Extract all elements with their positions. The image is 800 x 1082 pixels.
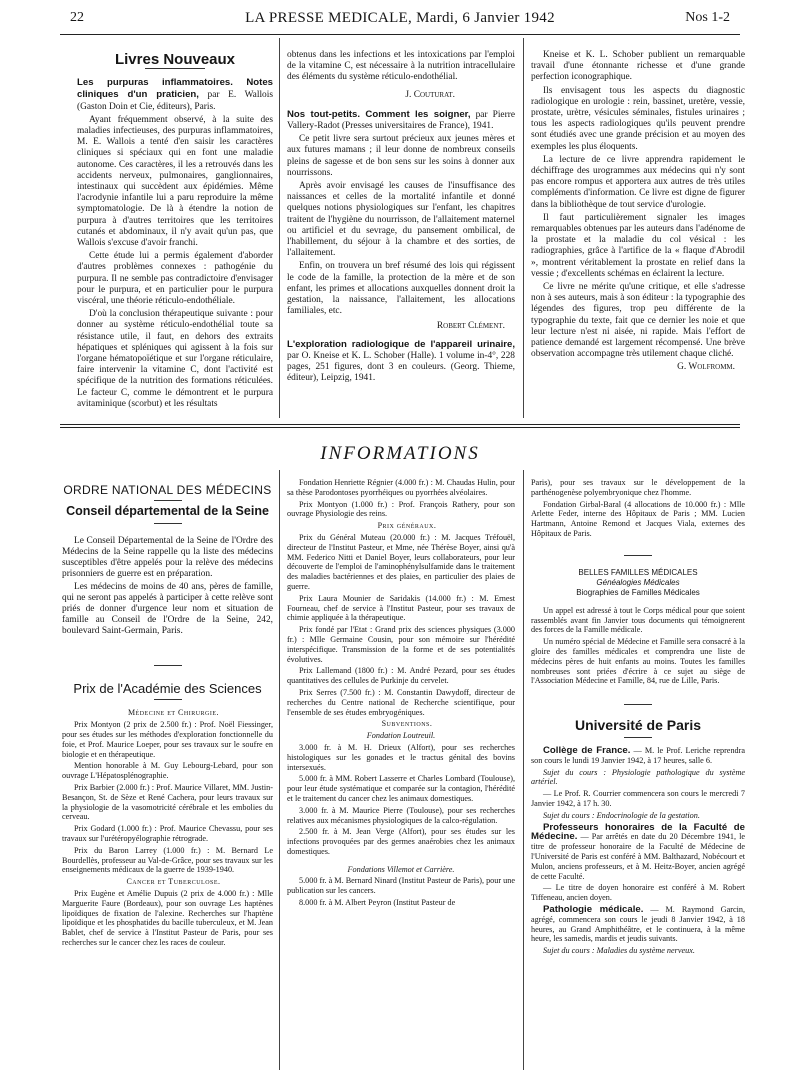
subsection-subventions: Subventions.	[381, 719, 433, 729]
u-p2: Sujet du cours : Physiologie pathologique du système artériel.	[531, 767, 745, 787]
book-1-p4: obtenus dans les infections et les intoxications par l'emploi de la vitamine C, est nécessaire à la nutrition intracellulaire des éléments du système réticulo-endothélial.	[287, 50, 515, 83]
subsection-prix-generaux: Prix généraux.	[377, 521, 437, 531]
book-2-p3: Enfin, on trouvera un bref résumé des lois qui régissent le code de la famille, la protection de la mère et de son enfant, les primes et allocations auxquelles donnent droit la gestation, la naissance, l'allaitement, les allocations familiales, etc.	[287, 261, 515, 317]
book-1-p2: Cette étude lui a permis également d'aborder d'autres problèmes connexes : pathogénie du purpura. Il ne semble pas contradictoire d'envisager pour le purpura, et en particulier pour le purpura viscéral, une théorie réticulo-endothéliale.	[77, 251, 273, 307]
mid-p8: 3.000 fr. à M. H. Drieux (Alfort), pour ses recherches histologiques sur les gonades et le tractus génital des bovins intersexués.	[287, 742, 515, 772]
mid-p3: Prix du Général Muteau (20.000 fr.) : M. Jacques Tréfouël, directeur de l'Institut Pasteur, et Mme, née Thérèse Boyer, ainsi qu'à MM. Federico Nitti et Daniel Boyer, leurs collaborateurs, pour leur découverte de l'emploi de l'aminophénylsulfamide dans le traitement des maladies bactériennes et des plaies, en particulier des plaies de guerre.	[287, 532, 515, 591]
heading-rule	[154, 523, 182, 524]
prix-p6: Prix Eugène et Amélie Dupuis (2 prix de 4.000 fr.) : Mlle Marguerite Faure (Bordeaux), pour son ouvrage Les haptènes lipoïdiques de fixation de l'alexine. Recherches sur l'haptène lipoïdique et les phosphatides du bacille tuberculeux, et M. Jean Bablet, chef de service à l'Institut Pasteur de Paris, pour ses recherches sur le cancer chez les races de couleur.	[62, 888, 273, 947]
bf-p1: Un appel est adressé à tout le Corps médical pour que soient rassemblés avant fin Janvier tous documents qui témoignerent des forces de la Famille médicale.	[531, 605, 745, 635]
conseil-heading: Conseil départemental de la Seine	[66, 503, 269, 518]
book-3-p5: Ce livre ne mérite qu'une critique, et elle s'adresse non à ses auteurs, mais à son éditeur : la typographie des légendes des figures, trop peu différente de la typographie du texte, fait que ce dernier les noie et que leur lecture n'est ni aisée, ni rapide. Mais l'effort de patience demandé est largement récompensé. Une brève observation accompagne très utilement chaque cliché.	[531, 282, 745, 360]
mid-p2: Prix Montyon (1.000 fr.) : Prof. François Rathery, pour son ouvrage Physiologie des reins.	[287, 499, 515, 519]
section-rule-small	[624, 704, 652, 705]
mid-p5: Prix fondé par l'Etat : Grand prix des sciences physiques (3.000 fr.) : Mlle Germaine Cousin, pour son mémoire sur l'hérédité interspécifique. Transmission de la forme et de ses potentialités évolutives.	[287, 625, 515, 664]
informations-banner: INFORMATIONS	[320, 443, 480, 464]
belles-familles-title: BELLES FAMILLES MÉDICALES	[578, 567, 698, 577]
book-3-p3: La lecture de ce livre apprendra rapidement le déchiffrage des urogrammes aux médecins qui n'y sont pas encore rompus et apportera aux autres de très utiles compléments d'information. Ce livre est digne de figurer dans la bibliothèque de tout service d'urologie.	[531, 154, 745, 210]
prix-p5: Prix du Baron Larrey (1.000 fr.) : M. Bernard Le Bourdellès, professeur au Val-de-Grâce, pour ses travaux sur les enseignements médicaux de la guerre de 1939-1940.	[62, 845, 273, 875]
header-rule	[60, 34, 740, 35]
column-divider	[523, 38, 524, 418]
prix-p3: Prix Barbier (2.000 fr.) : Prof. Maurice Villaret, MM. Justin-Besançon, St. de Sèze et René Cachera, pour leurs travaux sur la physiologie de la vasomotricité cérébrale et les embolies du cerveau.	[62, 782, 273, 822]
bf-p2: Un numéro spécial de Médecine et Famille sera consacré à la gloire des familles médicales et comprendra une liste de médecins pères de huit enfants au moins. Toutes les familles nombreuses sont priées d'écrire à ce sujet au siège de l'Association Médecine et Famille, 84, rue de Lille, Paris.	[531, 637, 745, 686]
book-2-p2: Après avoir envisagé les causes de l'insuffisance des naissances et celles de la mortalité infantile et donné quelques notions physiologiques sur l'enfant, les chapitres traitent de l'hygiène du nourrisson, de l'allaitement maternel ou artificiel et du sevrage, du pansement ombilical, de l'habillement, du séjour à la chambre et des sorties, de l'allaitement.	[287, 181, 515, 259]
column-divider	[279, 38, 280, 418]
u-p6: — Le titre de doyen honoraire est conféré à M. Robert Tiffeneau, ancien doyen.	[531, 883, 745, 903]
book-3-title: L'exploration radiologique de l'appareil urinaire, par O. Kneise et K. L. Schober (Halle). 1 volume in-4°, 228 pages, 251 figures, dont 3 en couleurs. (Georg. Thieme, éditeur), Leipzig, 1941.	[287, 338, 515, 384]
belles-familles-sub1: Généalogies Médicales	[596, 577, 680, 587]
book-1-title: Les purpuras inflammatoires. Notes cliniques d'un praticien, par E. Wallois (Gaston Doin et Cie, éditeurs), Paris.	[77, 77, 273, 112]
section-rule-small	[154, 665, 182, 666]
prix-p2: Mention honorable à M. Guy Lebourg-Lebard, pour son ouvrage L'Hépatosplénographie.	[62, 761, 273, 781]
livres-heading: Livres Nouveaux	[114, 51, 236, 68]
book-2-signature: Robert Clément.	[436, 321, 505, 332]
book-3-p2: Ils envisagent tous les aspects du diagnostic radiologique en urologie : rein, bassinet, uretère, vessie, prostate, urètre, vésicules séminales, fistules urinaires ; tous les aspects radiologiques qu'ils peuvent prendre sont étudiés avec une grande précision et au moyen des exemples les plus éloquents.	[531, 85, 745, 152]
info-col-1	[62, 480, 273, 1075]
mid-p12: 5.000 fr. à M. Bernard Ninard (Institut Pasteur de Paris), pour une publication sur les cancers.	[287, 876, 515, 896]
section-rule	[60, 427, 740, 428]
u-p3: — Le Prof. R. Courrier commencera son cours le mercredi 7 Janvier 1942, à 17 h. 30.	[531, 789, 745, 808]
subsection-medecine: Médecine et Chirurgie.	[127, 708, 220, 718]
subsection-cancer: Cancer et Tuberculose.	[126, 877, 221, 887]
mid-p10: 3.000 fr. à M. Maurice Pierre (Toulouse), pour ses recherches relatives aux mécanismes physiologiques de la calco-régulation.	[287, 805, 515, 825]
book-1-p1: Ayant fréquemment observé, à la suite des maladies infectieuses, des purpuras inflammatoires, M. E. Wallois a tenté d'en saisir les caractères cliniques si spéciaux qui en font une maladie autonome. Ces caractères, il les a retrouvés dans les accidents nerveux, pulmonaires, ganglionnaires, intestinaux qui succèdent aux épidémies. Même l'acrodynie infantile lui a paru reproduire la même symptomatologie. De là à étendre la notion de purpura à d'autres territoires que les territoires cutanés et abdominaux, il n'y avait qu'un pas, que Wallois s'excuse d'avoir franchi.	[77, 114, 273, 249]
book-2-title: Nos tout-petits. Comment les soigner, par Pierre Vallery-Radot (Presses universitaires de France), 1941.	[287, 108, 515, 132]
ordre-heading: ORDRE NATIONAL DES MÉDECINS	[63, 483, 272, 497]
u-p4: Sujet du cours : Endocrinologie de la gestation.	[543, 810, 700, 820]
heading-rule	[154, 500, 182, 501]
u-p8: Sujet du cours : Maladies du système nerveux.	[543, 946, 695, 956]
livres-col-2	[287, 50, 515, 420]
conseil-p2: Les médecins de moins de 40 ans, pères de famille, qui ne seront pas appelés à participer à cette relève sont priés de donner d'urgence leur nom et situation de famille au Conseil de l'Ordre de la Seine, 242, boulevard Saint-Germain, Paris.	[62, 581, 273, 636]
r-p1: Paris), pour ses travaux sur le développement de la parthénogenèse polyembryonique chez l'homme.	[531, 478, 745, 497]
mid-p7: Prix Serres (7.500 fr.) : M. Constantin Dawydoff, directeur de recherches du Centre national de Recherche scientifique, pour l'ensemble de ses études embryogéniques.	[287, 687, 515, 717]
conseil-p1: Le Conseil Départemental de la Seine de l'Ordre des Médecins de la Seine rappelle qu la liste des médecins susceptibles d'être appelés pour la relève des médecins prisonniers de guerre est en préparation.	[62, 535, 273, 579]
u-p5: Professeurs honoraires de la Faculté de Médecine. — Par arrêtés en date du 20 Décembre 1941, le titre de professeur honoraire de la Faculté de Médecine de l'Université de Paris est conféré à MM. Balthazard, Nobécourt et Mulon, anciens professeurs, et à M. Heitz-Boyer, ancien agrégé de cette Faculté.	[531, 821, 745, 881]
info-col-2	[287, 478, 515, 1075]
mid-p6: Prix Lallemand (1800 fr.) : M. André Pezard, pour ses études quantitatives des cellules de Purkinje du cervelet.	[287, 666, 515, 686]
fondations-villemot: Fondations Villemot et Carrière.	[347, 864, 455, 874]
heading-rule	[624, 737, 652, 738]
mid-p11: 2.500 fr. à M. Jean Verge (Alfort), pour ses études sur les infections provoquées par des germes anaérobies chez les animaux domestiques.	[287, 827, 515, 856]
heading-rule	[154, 699, 182, 700]
book-1-signature: J. Couturat.	[405, 89, 455, 100]
page-header	[60, 10, 740, 32]
book-1-p3: D'où la conclusion thérapeutique suivante : pour donner au système réticulo-endothélial toute sa résistance utile, il faut, en dehors des extraits hépatiques et spléniques qui agissent à la fois sur l'organe hématopoïétique et sur l'organe réticulaire, faire intervenir la vitamine C, dont l'activité est spécifique de la nutrition des formations réticulées. Le facteur C, comme le démontrent et le purpura avitaminique (scorbut) et les résultats	[77, 309, 273, 409]
section-rule-small	[624, 555, 652, 556]
u-p1: Collège de France. — M. le Prof. Leriche reprendra son cours le lundi 19 Janvier 1942, à 17 heures, salle 6.	[531, 744, 745, 765]
info-col-3	[531, 478, 745, 1075]
section-rule	[60, 424, 740, 425]
prix-p1: Prix Montyon (2 prix de 2.500 fr.) : Prof. Noël Fiessinger, pour ses études sur les méthodes d'exploration fonctionnelle du foie, et Prof. Maurice Loeper, pour ses travaux sur le soufre en biologie et en thérapeutique.	[62, 720, 273, 759]
book-3-signature: G. Wolfromm.	[677, 362, 735, 373]
heading-rule	[145, 68, 205, 69]
mid-p1: Fondation Henriette Régnier (4.000 fr.) : M. Chaudas Hulin, pour sa thèse Parodontoses pyorrhéiques ou pyorrhées alvéolaires.	[287, 478, 515, 497]
page-number: 22	[70, 10, 84, 25]
book-3-p1: Kneise et K. L. Schober publient un remarquable travail d'une étonnante richesse et d'une grande perfection iconographique.	[531, 50, 745, 83]
column-divider	[279, 470, 280, 1070]
r-p2: Fondation Girbal-Baral (4 allocations de 10.000 fr.) : Mlle Arlette Feder, interne des Hôpitaux de Paris ; MM. Lucien Hartmann, Antoine Remond et Jacques Viala, externes des Hôpitaux de Paris.	[531, 499, 745, 538]
prix-p4: Prix Godard (1.000 fr.) : Prof. Maurice Chevassu, pour ses travaux sur l'urétéropyélographie rétrograde.	[62, 824, 273, 843]
book-3-p4: Il faut particulièrement signaler les images remarquables obtenues par les auteurs dans l'adénome de la prostate et la maladie du col vésical : les radiographies, grâce à l'artifice de la « flaque d'Abrodil », montrent véritablement la prostate en relief dans la vessie ; d'excellents schémas en éclairent la lecture.	[531, 212, 745, 279]
column-divider	[523, 470, 524, 1070]
livres-col-3	[531, 50, 745, 420]
mid-p4: Prix Laura Mounier de Saridakis (14.000 fr.) : M. Ernest Fourneau, chef de service à l'Institut Pasteur, pour ses travaux de chimie appliquée à la thérapeutique.	[287, 593, 515, 623]
issue-number: Nos 1-2	[685, 10, 730, 25]
book-2-p1: Ce petit livre sera surtout précieux aux jeunes mères et aux futures mamans ; il leur donne de nombreux conseils pleins de sagesse et de bon sens sur les soins à donner aux nourrissons.	[287, 134, 515, 178]
mid-p13: 8.000 fr. à M. Albert Peyron (Institut Pasteur de	[299, 898, 456, 908]
fondation-loutreuil: Fondation Loutreuil.	[366, 731, 436, 741]
mid-p9: 5.000 fr. à MM. Robert Lasserre et Charles Lombard (Toulouse), pour leur étude systématique et comparée sur la contagion, l'hérédité et le traitement du cancer chez les animaux domestiques.	[287, 774, 515, 803]
prix-heading: Prix de l'Académie des Sciences	[73, 680, 262, 696]
universite-heading: Université de Paris	[574, 717, 702, 734]
u-p7: Pathologie médicale. — M. Raymond Garcin, agrégé, commencera son cours le jeudi 8 Janvier 1942, à 18 heures, au Grand Amphithéâtre, et le continuera, à la même heure, les samedis, mardis et jeudis suivants.	[531, 903, 745, 944]
journal-title: LA PRESSE MEDICALE, Mardi, 6 Janvier 1942	[245, 10, 555, 26]
belles-familles-sub2: Biographies de Familles Médicales	[576, 587, 700, 597]
livres-col-1	[77, 50, 273, 420]
